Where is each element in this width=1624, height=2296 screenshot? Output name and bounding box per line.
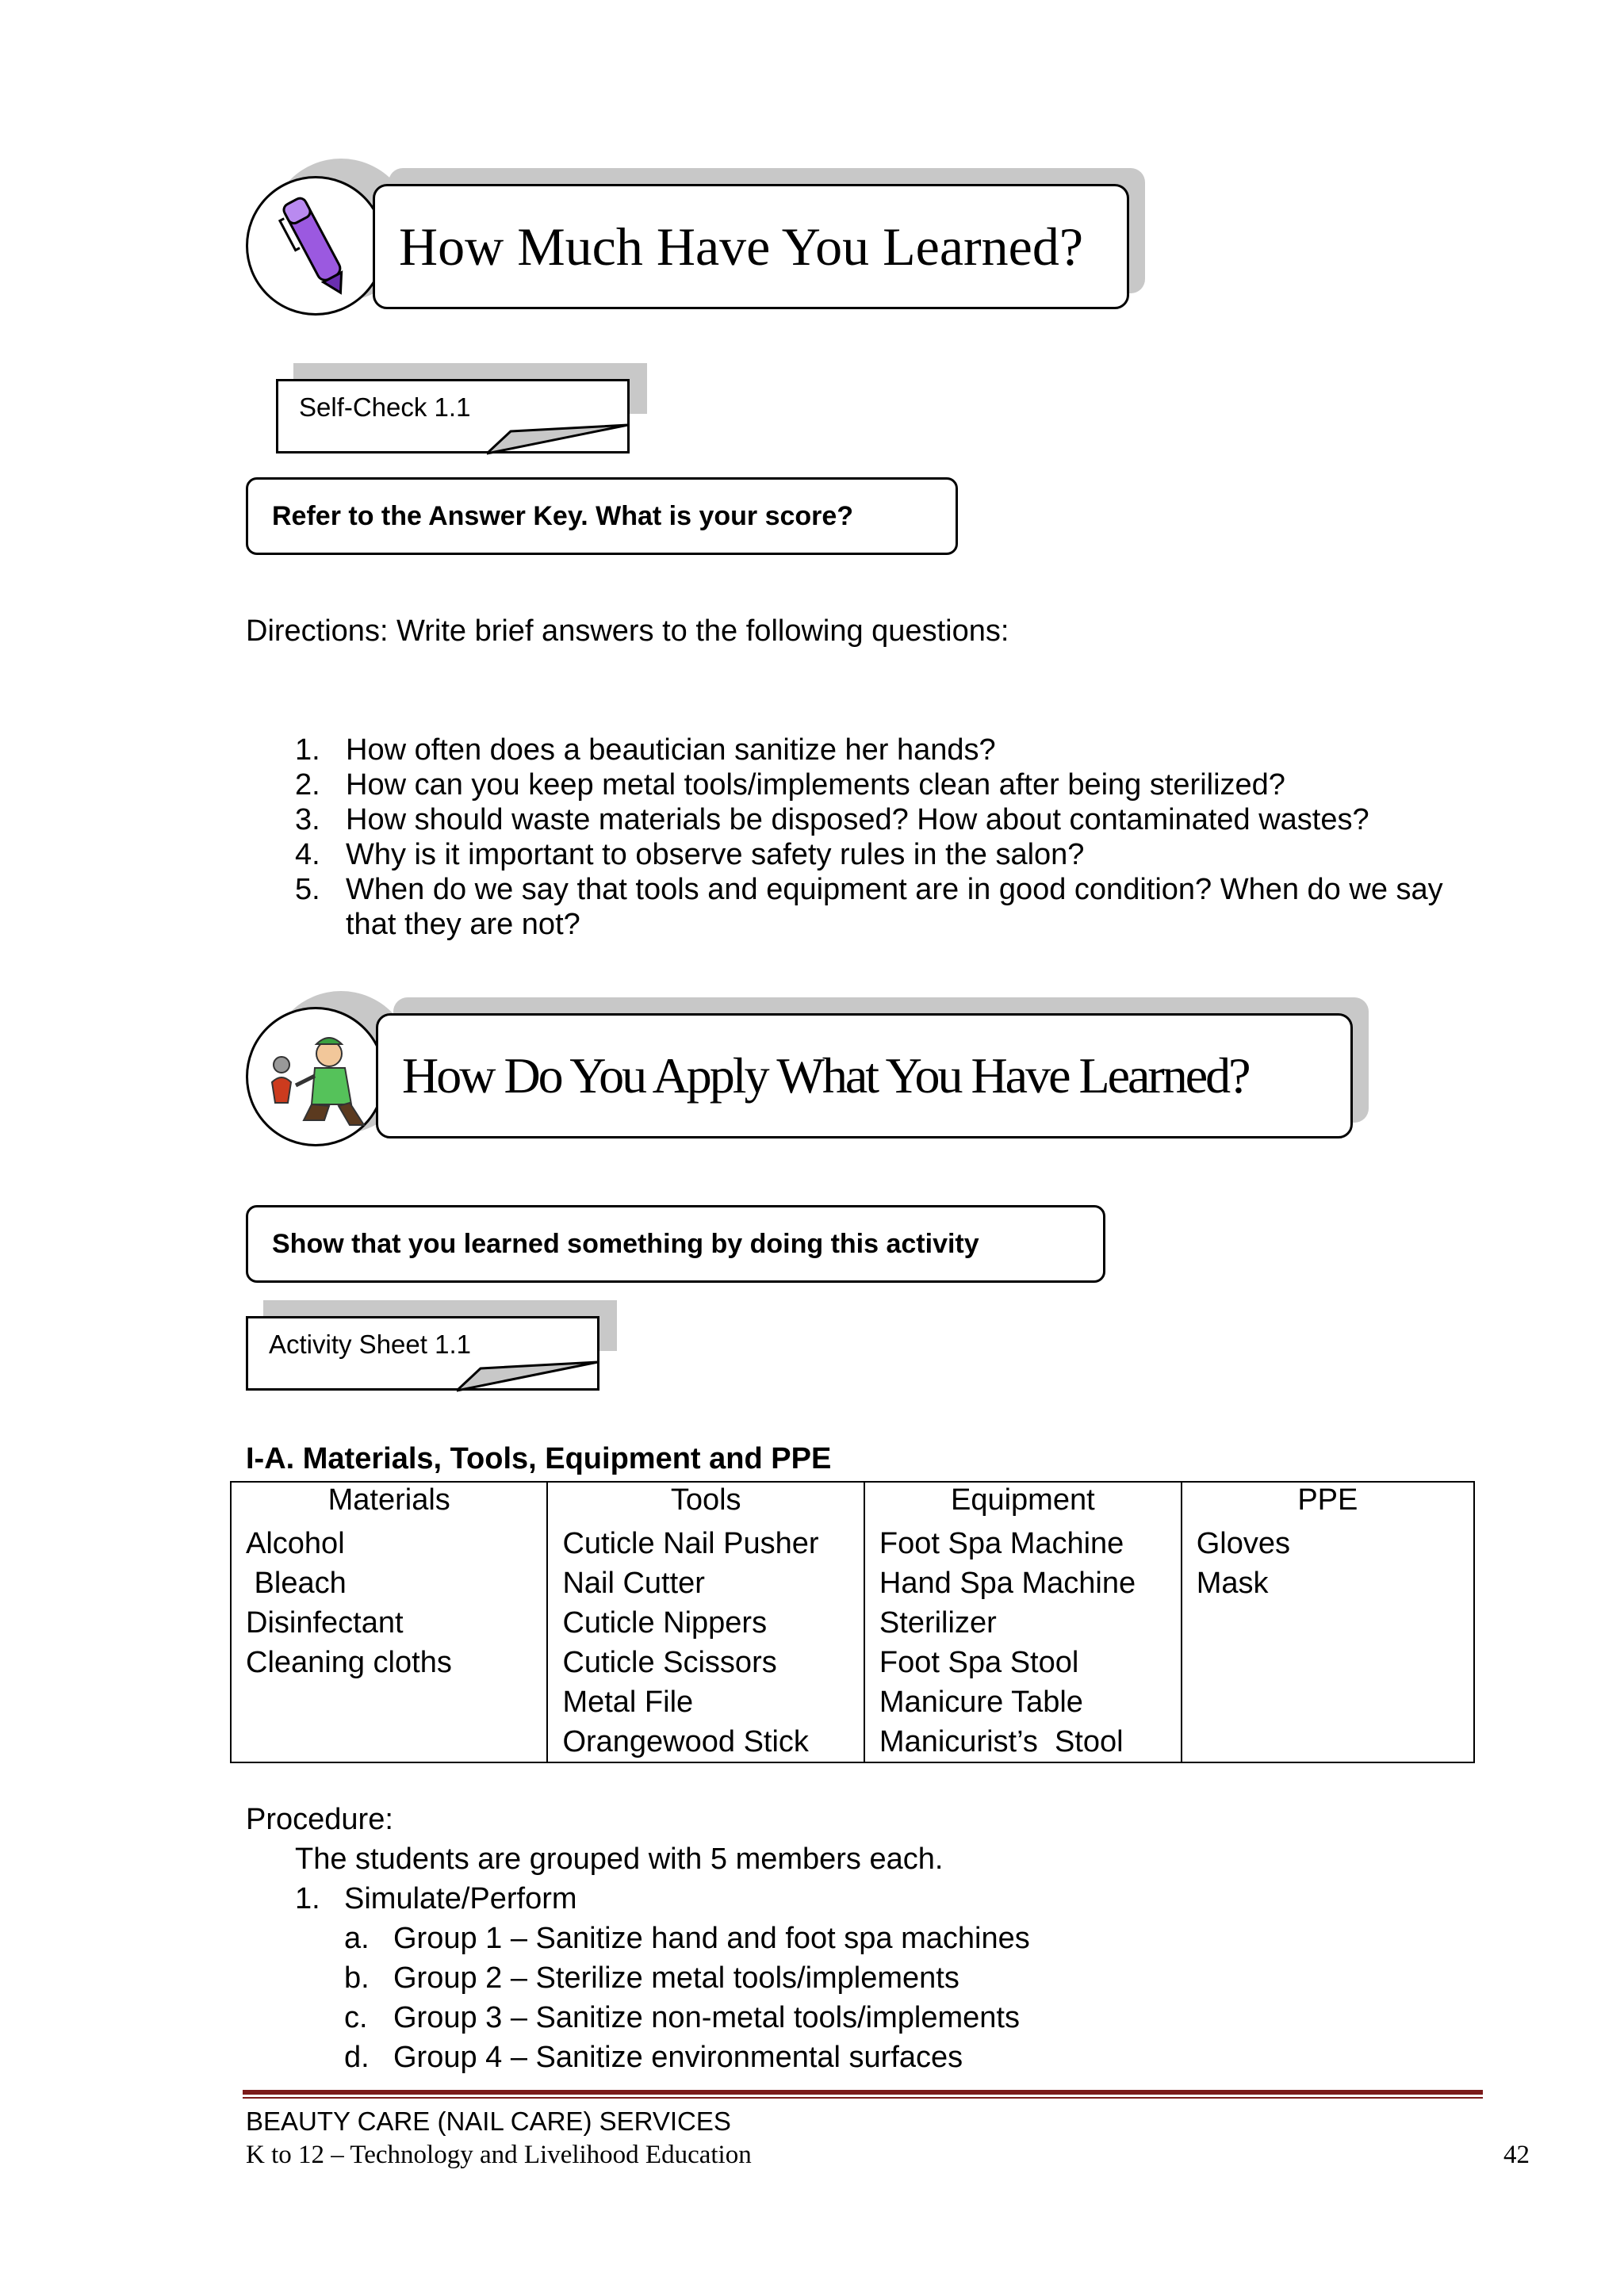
- banner-title: How Much Have You Learned?: [373, 184, 1129, 309]
- table-cell: Gloves Mask: [1182, 1524, 1474, 1762]
- procedure-intro: The students are grouped with 5 members each.: [295, 1843, 944, 1876]
- list-item: 3. How should waste materials be disposed? How about contaminated wastes?: [295, 803, 1369, 836]
- worker-figure-icon: [248, 1009, 383, 1144]
- column-header: PPE: [1182, 1482, 1474, 1524]
- list-item: 5. When do we say that tools and equipment are in good condition? When do we say that they are not?: [295, 873, 1443, 941]
- list-item: 1. How often does a beautician sanitize her hands?: [295, 733, 996, 767]
- pen-icon: [248, 178, 383, 313]
- footer-course-title: BEAUTY CARE (NAIL CARE) SERVICES: [246, 2107, 731, 2136]
- column-header: Tools: [547, 1482, 864, 1524]
- footer-rule: [243, 2090, 1483, 2095]
- substep-text: Group 1 – Sanitize hand and foot spa machines: [393, 1922, 1030, 1955]
- page-number: 42: [1503, 2141, 1530, 2169]
- activity-sheet-label: Activity Sheet 1.1: [246, 1316, 599, 1391]
- column-header: Equipment: [864, 1482, 1182, 1524]
- list-item: 4. Why is it important to observe safety rules in the salon?: [295, 838, 1085, 871]
- worker-icon-circle: [246, 1007, 385, 1146]
- question-list: [246, 733, 1515, 942]
- procedure-heading: Procedure:: [246, 1803, 393, 1836]
- materials-table: [230, 1481, 1475, 1763]
- substep-text: Group 2 – Sterilize metal tools/implements: [393, 1961, 959, 1995]
- substep-text: Group 4 – Sanitize environmental surfaces: [393, 2041, 963, 2074]
- substep-text: Group 3 – Sanitize non-metal tools/implements: [393, 2001, 1020, 2034]
- procedure-step-number: 1.: [295, 1882, 320, 1915]
- self-check-label: Self-Check 1.1: [276, 379, 630, 453]
- footer-rule: [243, 2097, 1483, 2099]
- pen-icon-circle: [246, 176, 385, 316]
- column-header: Materials: [231, 1482, 547, 1524]
- activity-instruction-box: Show that you learned something by doing this activity: [246, 1205, 1105, 1283]
- directions-text: Directions: Write brief answers to the following questions:: [246, 614, 1009, 648]
- score-instruction-box: Refer to the Answer Key. What is your score?: [246, 477, 958, 555]
- table-cell: Foot Spa Machine Hand Spa Machine Sterilizer Foot Spa Stool Manicure Table Manicurist’s Stool: [864, 1524, 1182, 1762]
- table-title: I-A. Materials, Tools, Equipment and PPE: [246, 1442, 832, 1475]
- footer-program: K to 12 – Technology and Livelihood Education: [246, 2141, 752, 2169]
- table-cell: Cuticle Nail Pusher Nail Cutter Cuticle Nippers Cuticle Scissors Metal File Orangewood Stick: [547, 1524, 864, 1762]
- procedure-step-text: Simulate/Perform: [344, 1882, 577, 1915]
- substep-letter: b.: [344, 1961, 370, 1995]
- list-item: 2. How can you keep metal tools/implements clean after being sterilized?: [295, 768, 1285, 802]
- page-curl-icon: [457, 1357, 599, 1397]
- substep-letter: c.: [344, 2001, 368, 2034]
- page-curl-icon: [487, 420, 630, 460]
- substep-letter: a.: [344, 1922, 370, 1955]
- substep-letter: d.: [344, 2041, 370, 2074]
- table-cell: Alcohol Bleach Disinfectant Cleaning cloths: [231, 1524, 547, 1762]
- banner-title: How Do You Apply What You Have Learned?: [376, 1013, 1353, 1138]
- table-header-row: [231, 1482, 1474, 1524]
